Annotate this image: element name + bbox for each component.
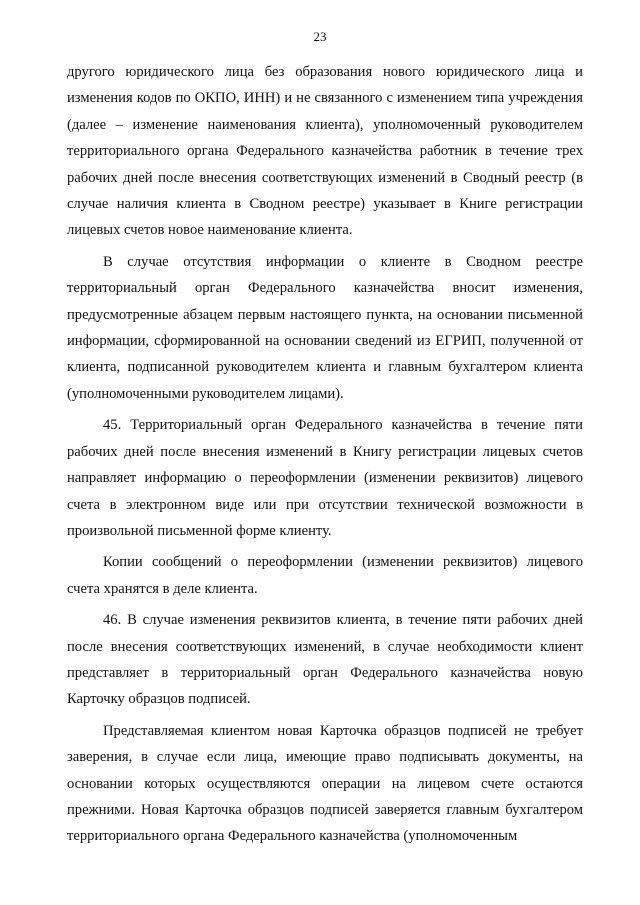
paragraph-item-46: 46. В случае изменения реквизитов клиента, в течение пяти рабочих дней после внесения соответствующих изменений, в случае необходимости клиент представляет в территориальный орган Федерального казначейства новую Карточку образцов подписей. — [67, 612, 583, 708]
paragraph-svodny-reestr: В случае отсутствия информации о клиенте в Сводном реестре территориальный орган Федерального казначейства вносит изменения, предусмотренные абзацем первым настоящего пункта, на основании письменной информации, сформированной на основании сведений из ЕГРИП, полученной от клиента, подписанной руководителем клиента и главным бухгалтером клиента (уполномоченными руководителем лицами). — [67, 253, 583, 402]
paragraph-item-45: 45. Территориальный орган Федерального казначейства в течение пяти рабочих дней после внесения изменений в Книгу регистрации лицевых счетов направляет информацию о переоформлении (изменении реквизитов) лицевого счета в электронном виде или при отсутствии технической возможности в произвольной письменной форме клиенту. — [67, 417, 583, 539]
paragraph-continuation: другого юридического лица без образования нового юридического лица и изменения кодов по ОКПО, ИНН) и не связанного с изменением типа учреждения (далее – изменение наименования клиента), уполномоченный руководителем территориального органа Федерального казначейства работник в течение трех рабочих дней после внесения соответствующих изменений в Сводный реестр (в случае наличия клиента в Сводном реестре) указывает в Книге регистрации лицевых счетов новое наименование клиента. — [67, 64, 583, 239]
page-number: 23 — [313, 29, 327, 44]
paragraph-signature-card: Представляемая клиентом новая Карточка образцов подписей не требует заверения, в случае если лица, имеющие право подписывать документы, на основании которых осуществляются операции на лицевом счете остаются прежними. Новая Карточка образцов подписей заверяется главным бухгалтером территориального органа Федерального казначейства (уполномоченным — [67, 722, 583, 845]
document-body — [67, 59, 583, 850]
paragraph-copies: Копии сообщений о переоформлении (изменении реквизитов) лицевого счета хранятся в деле клиента. — [67, 554, 583, 597]
